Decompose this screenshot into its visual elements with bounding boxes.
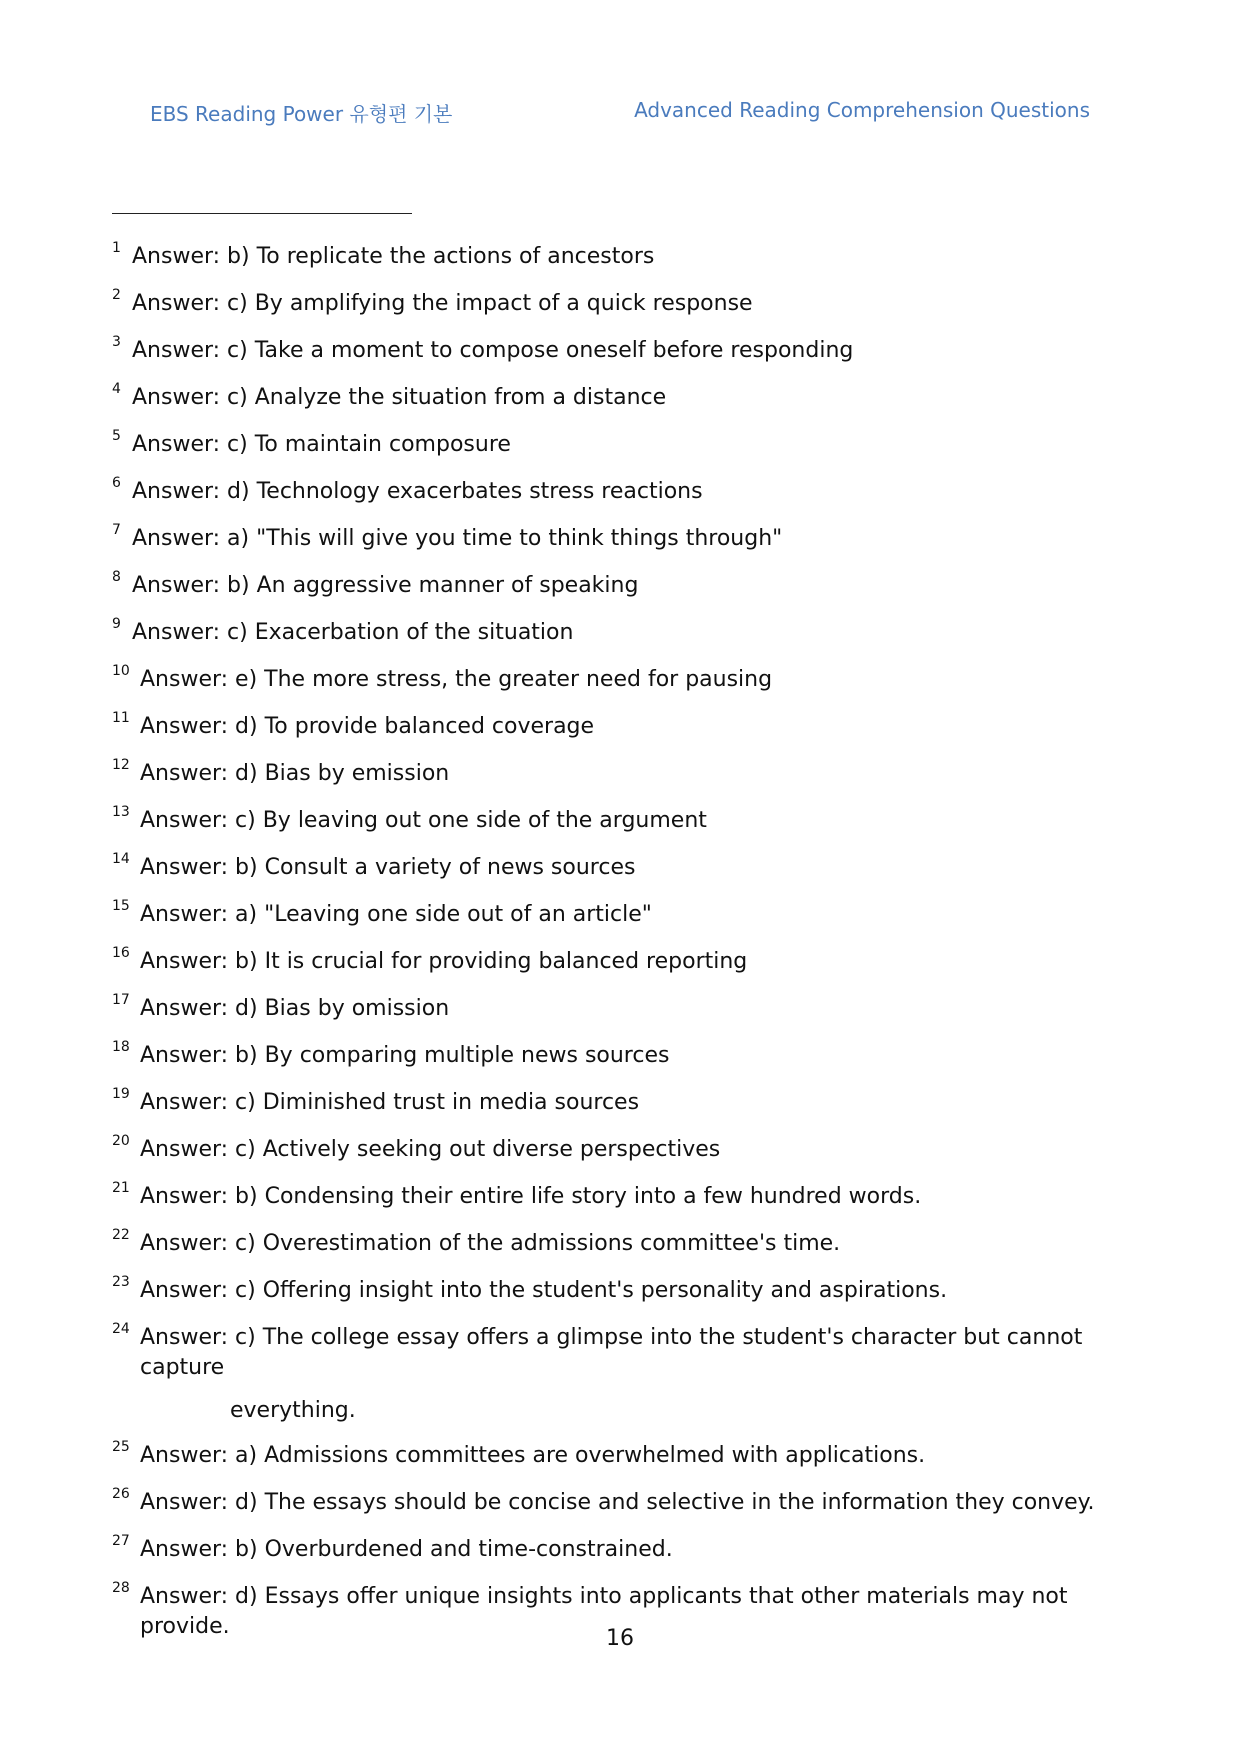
footnote-text: Answer: b) Condensing their entire life story into a few hundred words. bbox=[140, 1184, 922, 1209]
footnote-text: Answer: c) The college essay offers a glimpse into the student's character but cannot capture bbox=[140, 1325, 1083, 1380]
footnote-number: 22 bbox=[112, 1227, 130, 1243]
footnote-item bbox=[112, 1229, 1132, 1259]
footnote-number: 11 bbox=[112, 710, 130, 726]
footnote-number: 15 bbox=[112, 898, 130, 914]
footnote-item bbox=[112, 289, 1132, 319]
footnote-number: 16 bbox=[112, 945, 130, 961]
footnote-item bbox=[112, 1135, 1132, 1165]
footnote-number: 9 bbox=[112, 616, 121, 632]
footnote-number: 6 bbox=[112, 475, 121, 491]
footnote-text: Answer: c) By leaving out one side of the argument bbox=[140, 808, 707, 833]
footnote-text: Answer: c) Actively seeking out diverse perspectives bbox=[140, 1137, 721, 1162]
footnote-number: 14 bbox=[112, 851, 130, 867]
footnote-text: Answer: b) By comparing multiple news sources bbox=[140, 1043, 670, 1068]
footnote-text: Answer: a) Admissions committees are overwhelmed with applications. bbox=[140, 1443, 926, 1468]
footnote-item bbox=[112, 665, 1132, 695]
footnote-item bbox=[112, 759, 1132, 789]
header-book-title: EBS Reading Power 유형편 기본 bbox=[150, 102, 453, 126]
footnote-text: Answer: a) "This will give you time to think things through" bbox=[132, 526, 783, 551]
footnote-number: 17 bbox=[112, 992, 130, 1008]
footnote-number: 20 bbox=[112, 1133, 130, 1149]
footnote-text-continuation: everything. bbox=[230, 1398, 356, 1423]
footnote-item bbox=[112, 524, 1132, 554]
footnote-item bbox=[112, 477, 1132, 507]
footnote-item bbox=[112, 947, 1132, 977]
footnote-text: Answer: d) Bias by emission bbox=[140, 761, 450, 786]
footnote-item bbox=[112, 900, 1132, 930]
footnote-item bbox=[112, 712, 1132, 742]
footnote-text: Answer: c) To maintain composure bbox=[132, 432, 511, 457]
footnote-text: Answer: c) By amplifying the impact of a quick response bbox=[132, 291, 753, 316]
footnote-item bbox=[112, 1041, 1132, 1071]
footnote-item bbox=[112, 1323, 1132, 1426]
page-header bbox=[150, 98, 1090, 128]
footnote-item bbox=[112, 571, 1132, 601]
footnote-number: 4 bbox=[112, 381, 121, 397]
footnote-item bbox=[112, 383, 1132, 413]
page-number: 16 bbox=[606, 1626, 634, 1651]
footnote-number: 19 bbox=[112, 1086, 130, 1102]
footnote-text: Answer: c) Overestimation of the admissions committee's time. bbox=[140, 1231, 841, 1256]
footnote-item bbox=[112, 806, 1132, 836]
footnote-number: 5 bbox=[112, 428, 121, 444]
footnote-number: 26 bbox=[112, 1486, 130, 1502]
footnote-number: 24 bbox=[112, 1321, 130, 1337]
footnote-item bbox=[112, 1088, 1132, 1118]
footnote-number: 12 bbox=[112, 757, 130, 773]
footnote-item bbox=[112, 618, 1132, 648]
footnote-number: 13 bbox=[112, 804, 130, 820]
footnote-item bbox=[112, 1276, 1132, 1306]
header-section-title: Advanced Reading Comprehension Questions bbox=[634, 98, 1090, 122]
footnote-number: 10 bbox=[112, 663, 130, 679]
footnote-item bbox=[112, 994, 1132, 1024]
footnote-text: Answer: c) Exacerbation of the situation bbox=[132, 620, 574, 645]
footnote-text: Answer: b) An aggressive manner of speaking bbox=[132, 573, 639, 598]
footnote-number: 3 bbox=[112, 334, 121, 350]
footnote-item bbox=[112, 1488, 1132, 1518]
footnote-text: Answer: c) Diminished trust in media sources bbox=[140, 1090, 640, 1115]
footnote-number: 28 bbox=[112, 1580, 130, 1596]
footnote-item bbox=[112, 1441, 1132, 1471]
footnote-item bbox=[112, 430, 1132, 460]
footnote-text: Answer: b) Overburdened and time-constrained. bbox=[140, 1537, 673, 1562]
footnote-number: 7 bbox=[112, 522, 121, 538]
footnote-item bbox=[112, 242, 1132, 272]
footnote-text: Answer: d) Bias by omission bbox=[140, 996, 450, 1021]
footnote-text: Answer: d) The essays should be concise and selective in the information they convey. bbox=[140, 1490, 1095, 1515]
footnote-text: Answer: d) Technology exacerbates stress reactions bbox=[132, 479, 703, 504]
footnote-list bbox=[112, 242, 1132, 1659]
footnote-number: 23 bbox=[112, 1274, 130, 1290]
footnote-text: Answer: e) The more stress, the greater need for pausing bbox=[140, 667, 773, 692]
footnote-number: 18 bbox=[112, 1039, 130, 1055]
footnote-text: Answer: c) Offering insight into the student's personality and aspirations. bbox=[140, 1278, 948, 1303]
footnote-item bbox=[112, 853, 1132, 883]
footnote-text: Answer: c) Analyze the situation from a distance bbox=[132, 385, 667, 410]
footnote-separator bbox=[112, 213, 412, 214]
footnote-number: 8 bbox=[112, 569, 121, 585]
footnote-number: 2 bbox=[112, 287, 121, 303]
footnote-item bbox=[112, 1182, 1132, 1212]
footnote-number: 21 bbox=[112, 1180, 130, 1196]
footnote-item bbox=[112, 336, 1132, 366]
footnote-text: Answer: b) It is crucial for providing balanced reporting bbox=[140, 949, 748, 974]
footnote-text: Answer: c) Take a moment to compose oneself before responding bbox=[132, 338, 854, 363]
footnote-number: 1 bbox=[112, 240, 121, 256]
footnote-text: Answer: a) "Leaving one side out of an article" bbox=[140, 902, 652, 927]
footnote-text: Answer: d) Essays offer unique insights into applicants that other materials may not provide. bbox=[140, 1584, 1068, 1639]
footnote-text: Answer: d) To provide balanced coverage bbox=[140, 714, 595, 739]
footnote-text: Answer: b) Consult a variety of news sources bbox=[140, 855, 636, 880]
footnote-item bbox=[112, 1535, 1132, 1565]
footnote-number: 27 bbox=[112, 1533, 130, 1549]
footnote-text: Answer: b) To replicate the actions of ancestors bbox=[132, 244, 655, 269]
footnote-number: 25 bbox=[112, 1439, 130, 1455]
